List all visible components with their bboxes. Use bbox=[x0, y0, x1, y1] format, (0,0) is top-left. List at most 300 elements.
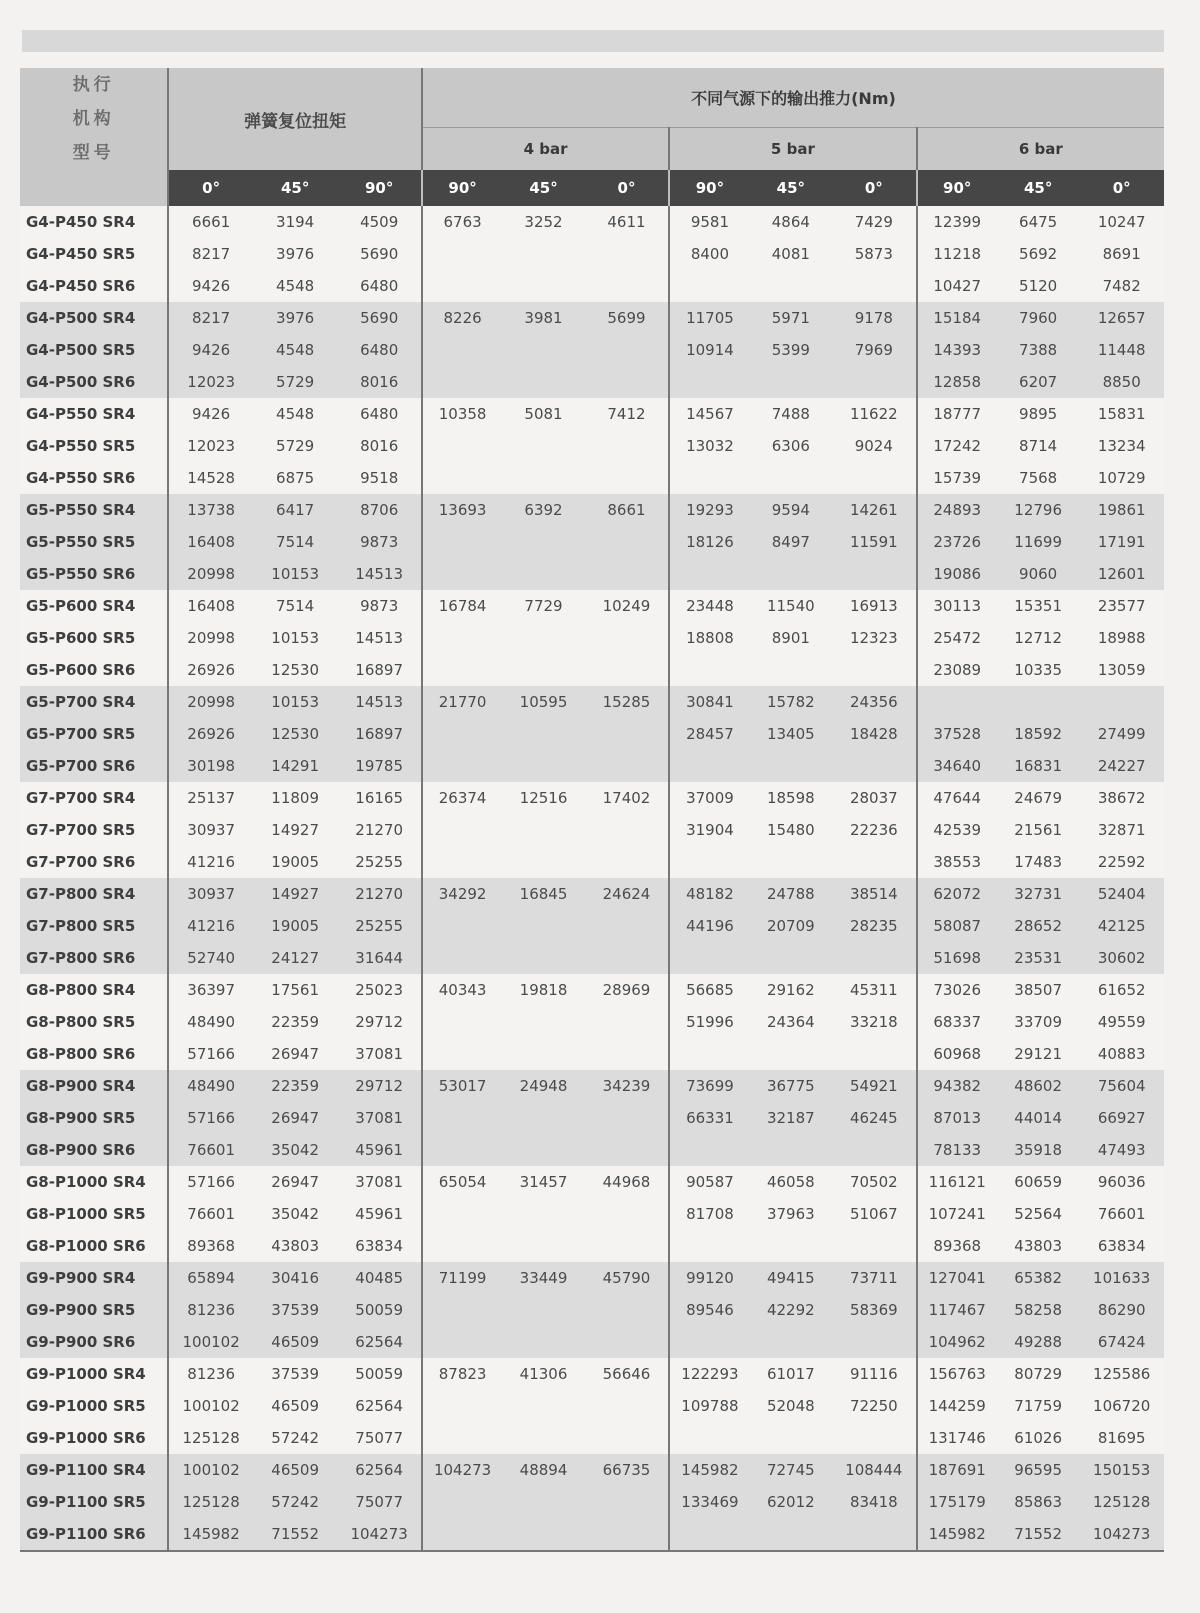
bar4-force-cell: 8226 bbox=[422, 302, 502, 334]
spring-torque-cell: 6480 bbox=[337, 398, 422, 430]
spring-angle-90: 90° bbox=[337, 170, 422, 206]
spring-torque-cell: 25137 bbox=[168, 782, 253, 814]
bar4-force-cell bbox=[422, 622, 502, 654]
bar4-force-cell: 4611 bbox=[585, 206, 670, 238]
model-cell: G9-P900 SR5 bbox=[20, 1294, 168, 1326]
bar5-force-cell: 42292 bbox=[750, 1294, 832, 1326]
bar6-force-cell: 30602 bbox=[1079, 942, 1164, 974]
model-cell: G9-P1100 SR4 bbox=[20, 1454, 168, 1486]
bar4-force-cell bbox=[422, 750, 502, 782]
bar4-force-cell bbox=[502, 1102, 584, 1134]
spring-torque-cell: 16165 bbox=[337, 782, 422, 814]
bar6-force-cell: 35918 bbox=[997, 1134, 1079, 1166]
bar6-force-cell: 10247 bbox=[1079, 206, 1164, 238]
bar4-force-cell bbox=[422, 942, 502, 974]
bar6-force-cell: 104273 bbox=[1079, 1518, 1164, 1551]
bar6-force-cell: 15831 bbox=[1079, 398, 1164, 430]
bar4-force-cell bbox=[502, 1294, 584, 1326]
bar6-force-cell: 47644 bbox=[917, 782, 997, 814]
bar5-force-cell: 58369 bbox=[832, 1294, 917, 1326]
bar5-force-cell: 73711 bbox=[832, 1262, 917, 1294]
bar6-force-cell: 62072 bbox=[917, 878, 997, 910]
bar5-force-cell: 83418 bbox=[832, 1486, 917, 1518]
table-row bbox=[20, 270, 1164, 302]
bar4-force-cell bbox=[422, 462, 502, 494]
table-row bbox=[20, 526, 1164, 558]
bar6-force-cell: 11448 bbox=[1079, 334, 1164, 366]
bar5-force-cell bbox=[669, 1326, 749, 1358]
spring-torque-cell: 4509 bbox=[337, 206, 422, 238]
bar5-force-cell: 23448 bbox=[669, 590, 749, 622]
bar5-force-cell bbox=[669, 270, 749, 302]
bar6-force-cell: 156763 bbox=[917, 1358, 997, 1390]
bar5-force-cell bbox=[750, 846, 832, 878]
bar6-force-cell: 27499 bbox=[1079, 718, 1164, 750]
table-row bbox=[20, 558, 1164, 590]
bar5-force-cell bbox=[750, 366, 832, 398]
bar6-force-cell: 67424 bbox=[1079, 1326, 1164, 1358]
bar6-force-cell: 22592 bbox=[1079, 846, 1164, 878]
bar4-force-cell bbox=[585, 910, 670, 942]
bar5-force-cell bbox=[669, 654, 749, 686]
bar6-force-cell: 80729 bbox=[997, 1358, 1079, 1390]
bar4-force-cell bbox=[502, 1518, 584, 1551]
bar5-force-cell: 9594 bbox=[750, 494, 832, 526]
spring-torque-cell: 22359 bbox=[253, 1006, 338, 1038]
bar5-force-cell: 28235 bbox=[832, 910, 917, 942]
bar4-force-cell bbox=[422, 654, 502, 686]
bar6-force-cell: 9895 bbox=[997, 398, 1079, 430]
bar4-force-cell: 15285 bbox=[585, 686, 670, 718]
bar5-force-cell: 46058 bbox=[750, 1166, 832, 1198]
bar4-force-cell bbox=[422, 718, 502, 750]
model-header-filler bbox=[20, 170, 168, 206]
bar4-force-cell bbox=[585, 1518, 670, 1551]
bar4-force-cell: 16845 bbox=[502, 878, 584, 910]
bar5-force-cell: 18598 bbox=[750, 782, 832, 814]
bar4-force-cell bbox=[502, 1134, 584, 1166]
torque-table bbox=[20, 68, 1164, 1552]
spring-torque-cell: 13738 bbox=[168, 494, 253, 526]
spring-torque-cell: 9426 bbox=[168, 398, 253, 430]
table-row bbox=[20, 686, 1164, 718]
spring-torque-cell: 14513 bbox=[337, 558, 422, 590]
bar4-force-cell bbox=[422, 366, 502, 398]
bar5-force-cell: 5873 bbox=[832, 238, 917, 270]
bar4-force-cell bbox=[502, 430, 584, 462]
bar5-force-cell bbox=[832, 654, 917, 686]
bar5-force-cell: 6306 bbox=[750, 430, 832, 462]
bar6-force-cell: 29121 bbox=[997, 1038, 1079, 1070]
spring-torque-cell: 19785 bbox=[337, 750, 422, 782]
spring-torque-cell: 30937 bbox=[168, 814, 253, 846]
bar4-force-cell bbox=[422, 1102, 502, 1134]
spring-torque-cell: 7514 bbox=[253, 590, 338, 622]
bar4-force-cell: 33449 bbox=[502, 1262, 584, 1294]
spring-torque-cell: 125128 bbox=[168, 1422, 253, 1454]
bar5-force-cell: 37963 bbox=[750, 1198, 832, 1230]
bar5-force-cell: 45311 bbox=[832, 974, 917, 1006]
bar4-force-cell bbox=[585, 1294, 670, 1326]
bar4-force-cell bbox=[585, 1198, 670, 1230]
spring-torque-header: 弹簧复位扭矩 bbox=[168, 68, 422, 170]
bar4-force-cell bbox=[422, 1486, 502, 1518]
bar5-force-cell: 4864 bbox=[750, 206, 832, 238]
spring-torque-cell: 4548 bbox=[253, 334, 338, 366]
bar6-force-cell: 65382 bbox=[997, 1262, 1079, 1294]
table-row bbox=[20, 782, 1164, 814]
spring-torque-cell: 20998 bbox=[168, 622, 253, 654]
bar4-force-cell bbox=[585, 462, 670, 494]
table-row bbox=[20, 846, 1164, 878]
spring-torque-cell: 40485 bbox=[337, 1262, 422, 1294]
bar5-force-cell bbox=[669, 366, 749, 398]
bar5-force-cell: 8497 bbox=[750, 526, 832, 558]
bar4-force-cell bbox=[502, 1006, 584, 1038]
bar6-force-cell: 19861 bbox=[1079, 494, 1164, 526]
bar-5-header: 5 bar bbox=[669, 127, 916, 170]
bar6-force-cell: 107241 bbox=[917, 1198, 997, 1230]
table-row bbox=[20, 462, 1164, 494]
bar4-force-cell bbox=[585, 1326, 670, 1358]
bar5-force-cell: 13032 bbox=[669, 430, 749, 462]
spring-torque-cell: 12530 bbox=[253, 718, 338, 750]
bar5-force-cell bbox=[669, 1422, 749, 1454]
bar5-force-cell: 11705 bbox=[669, 302, 749, 334]
bar5-force-cell bbox=[832, 462, 917, 494]
spring-torque-cell: 30198 bbox=[168, 750, 253, 782]
bar5-force-cell: 90587 bbox=[669, 1166, 749, 1198]
bar4-angle-0: 0° bbox=[585, 170, 670, 206]
model-cell: G7-P700 SR4 bbox=[20, 782, 168, 814]
spring-torque-cell: 9873 bbox=[337, 590, 422, 622]
spring-torque-cell: 14291 bbox=[253, 750, 338, 782]
bar6-force-cell: 18777 bbox=[917, 398, 997, 430]
spring-torque-cell: 71552 bbox=[253, 1518, 338, 1551]
bar6-force-cell: 10427 bbox=[917, 270, 997, 302]
bar4-force-cell bbox=[502, 366, 584, 398]
spring-torque-cell: 17561 bbox=[253, 974, 338, 1006]
spring-torque-cell: 62564 bbox=[337, 1390, 422, 1422]
table-row bbox=[20, 1134, 1164, 1166]
bar6-force-cell: 47493 bbox=[1079, 1134, 1164, 1166]
spring-torque-cell: 36397 bbox=[168, 974, 253, 1006]
model-cell: G5-P550 SR4 bbox=[20, 494, 168, 526]
model-cell: G9-P1100 SR5 bbox=[20, 1486, 168, 1518]
model-cell: G5-P600 SR6 bbox=[20, 654, 168, 686]
bar4-force-cell bbox=[422, 526, 502, 558]
table-row bbox=[20, 206, 1164, 238]
bar6-force-cell: 37528 bbox=[917, 718, 997, 750]
bar4-force-cell: 6763 bbox=[422, 206, 502, 238]
spring-torque-cell: 46509 bbox=[253, 1454, 338, 1486]
bar6-force-cell: 101633 bbox=[1079, 1262, 1164, 1294]
bar4-force-cell bbox=[585, 526, 670, 558]
model-cell: G9-P1000 SR6 bbox=[20, 1422, 168, 1454]
bar4-force-cell bbox=[502, 654, 584, 686]
spring-torque-cell: 20998 bbox=[168, 686, 253, 718]
bar6-force-cell: 96036 bbox=[1079, 1166, 1164, 1198]
spring-torque-cell: 30937 bbox=[168, 878, 253, 910]
model-cell: G5-P700 SR5 bbox=[20, 718, 168, 750]
bar5-force-cell: 18808 bbox=[669, 622, 749, 654]
bar6-force-cell: 175179 bbox=[917, 1486, 997, 1518]
bar5-force-cell: 24356 bbox=[832, 686, 917, 718]
model-cell: G4-P500 SR4 bbox=[20, 302, 168, 334]
table-row bbox=[20, 1198, 1164, 1230]
bar-6-header: 6 bar bbox=[917, 127, 1164, 170]
bar4-force-cell bbox=[502, 1198, 584, 1230]
bar5-force-cell: 61017 bbox=[750, 1358, 832, 1390]
bar6-force-cell: 6207 bbox=[997, 366, 1079, 398]
bar5-force-cell bbox=[750, 1518, 832, 1551]
bar4-force-cell bbox=[585, 1038, 670, 1070]
bar6-force-cell: 85863 bbox=[997, 1486, 1079, 1518]
bar5-force-cell bbox=[669, 1134, 749, 1166]
spring-torque-cell: 37539 bbox=[253, 1358, 338, 1390]
bar5-force-cell: 24788 bbox=[750, 878, 832, 910]
bar5-force-cell bbox=[832, 942, 917, 974]
bar5-force-cell: 70502 bbox=[832, 1166, 917, 1198]
bar6-force-cell: 131746 bbox=[917, 1422, 997, 1454]
bar5-force-cell: 72250 bbox=[832, 1390, 917, 1422]
model-cell: G7-P700 SR5 bbox=[20, 814, 168, 846]
bar4-force-cell bbox=[502, 558, 584, 590]
bar5-force-cell: 13405 bbox=[750, 718, 832, 750]
table-row bbox=[20, 1454, 1164, 1486]
model-cell: G9-P900 SR6 bbox=[20, 1326, 168, 1358]
bar6-force-cell: 49288 bbox=[997, 1326, 1079, 1358]
spring-torque-cell: 57242 bbox=[253, 1486, 338, 1518]
model-cell: G8-P900 SR6 bbox=[20, 1134, 168, 1166]
bar5-force-cell: 108444 bbox=[832, 1454, 917, 1486]
bar4-force-cell: 7412 bbox=[585, 398, 670, 430]
bar6-force-cell: 60968 bbox=[917, 1038, 997, 1070]
bar4-force-cell: 28969 bbox=[585, 974, 670, 1006]
spring-angle-0: 0° bbox=[168, 170, 253, 206]
spring-torque-cell: 65894 bbox=[168, 1262, 253, 1294]
spring-torque-cell: 104273 bbox=[337, 1518, 422, 1551]
bar4-force-cell: 16784 bbox=[422, 590, 502, 622]
bar4-force-cell: 65054 bbox=[422, 1166, 502, 1198]
bar4-force-cell bbox=[422, 1134, 502, 1166]
spring-torque-cell: 14927 bbox=[253, 878, 338, 910]
model-cell: G9-P1000 SR5 bbox=[20, 1390, 168, 1422]
table-row bbox=[20, 494, 1164, 526]
bar5-force-cell: 14261 bbox=[832, 494, 917, 526]
bar4-force-cell bbox=[422, 846, 502, 878]
bar6-force-cell: 44014 bbox=[997, 1102, 1079, 1134]
bar4-force-cell: 44968 bbox=[585, 1166, 670, 1198]
bar6-force-cell bbox=[917, 686, 997, 718]
model-cell: G8-P900 SR4 bbox=[20, 1070, 168, 1102]
bar4-force-cell: 10358 bbox=[422, 398, 502, 430]
spring-torque-cell: 75077 bbox=[337, 1486, 422, 1518]
bar5-force-cell: 51067 bbox=[832, 1198, 917, 1230]
bar6-force-cell: 16831 bbox=[997, 750, 1079, 782]
bar5-force-cell: 133469 bbox=[669, 1486, 749, 1518]
bar6-force-cell: 104962 bbox=[917, 1326, 997, 1358]
bar5-force-cell bbox=[750, 462, 832, 494]
table-row bbox=[20, 1518, 1164, 1551]
spring-torque-cell: 5690 bbox=[337, 238, 422, 270]
bar5-force-cell: 24364 bbox=[750, 1006, 832, 1038]
table-row bbox=[20, 334, 1164, 366]
bar4-force-cell bbox=[502, 462, 584, 494]
model-cell: G7-P700 SR6 bbox=[20, 846, 168, 878]
spring-torque-cell: 37081 bbox=[337, 1166, 422, 1198]
bar4-force-cell: 5081 bbox=[502, 398, 584, 430]
bar6-force-cell: 87013 bbox=[917, 1102, 997, 1134]
bar4-force-cell bbox=[585, 334, 670, 366]
bar5-force-cell bbox=[669, 942, 749, 974]
bar4-force-cell: 3981 bbox=[502, 302, 584, 334]
bar5-force-cell: 122293 bbox=[669, 1358, 749, 1390]
model-cell: G4-P500 SR6 bbox=[20, 366, 168, 398]
bar4-force-cell bbox=[502, 910, 584, 942]
bar6-force-cell: 13059 bbox=[1079, 654, 1164, 686]
bar4-force-cell bbox=[585, 942, 670, 974]
bar6-angle-45: 45° bbox=[997, 170, 1079, 206]
spring-torque-cell: 14927 bbox=[253, 814, 338, 846]
bar5-force-cell bbox=[832, 846, 917, 878]
model-cell: G4-P550 SR4 bbox=[20, 398, 168, 430]
spring-torque-cell: 25255 bbox=[337, 910, 422, 942]
bar5-force-cell: 15782 bbox=[750, 686, 832, 718]
bar5-force-cell: 8400 bbox=[669, 238, 749, 270]
table-row bbox=[20, 750, 1164, 782]
spring-torque-cell: 16408 bbox=[168, 590, 253, 622]
spring-torque-cell: 35042 bbox=[253, 1134, 338, 1166]
bar4-force-cell: 19818 bbox=[502, 974, 584, 1006]
bar4-force-cell bbox=[585, 718, 670, 750]
model-cell: G7-P800 SR6 bbox=[20, 942, 168, 974]
spring-torque-cell: 81236 bbox=[168, 1294, 253, 1326]
bar4-force-cell bbox=[422, 238, 502, 270]
spring-torque-cell: 26947 bbox=[253, 1102, 338, 1134]
spring-torque-cell: 89368 bbox=[168, 1230, 253, 1262]
model-label-line-1: 执行 bbox=[72, 75, 115, 95]
model-cell: G7-P800 SR5 bbox=[20, 910, 168, 942]
bar5-force-cell: 29162 bbox=[750, 974, 832, 1006]
bar4-force-cell bbox=[422, 558, 502, 590]
bar6-force-cell: 125128 bbox=[1079, 1486, 1164, 1518]
bar5-force-cell: 54921 bbox=[832, 1070, 917, 1102]
bar4-force-cell bbox=[585, 1390, 670, 1422]
bar6-force-cell: 32731 bbox=[997, 878, 1079, 910]
bar6-force-cell: 63834 bbox=[1079, 1230, 1164, 1262]
table-body bbox=[20, 206, 1164, 1551]
spring-torque-cell: 41216 bbox=[168, 846, 253, 878]
bar5-force-cell: 11622 bbox=[832, 398, 917, 430]
bar6-force-cell: 11218 bbox=[917, 238, 997, 270]
bar6-force-cell: 73026 bbox=[917, 974, 997, 1006]
bar4-force-cell bbox=[585, 1230, 670, 1262]
spring-torque-cell: 8217 bbox=[168, 238, 253, 270]
spring-torque-cell: 81236 bbox=[168, 1358, 253, 1390]
bar5-force-cell: 36775 bbox=[750, 1070, 832, 1102]
table-row bbox=[20, 1038, 1164, 1070]
bar6-force-cell: 18988 bbox=[1079, 622, 1164, 654]
bar4-force-cell bbox=[585, 846, 670, 878]
top-decorative-bar bbox=[22, 30, 1164, 52]
table-row bbox=[20, 814, 1164, 846]
bar5-force-cell: 62012 bbox=[750, 1486, 832, 1518]
spring-torque-cell: 9873 bbox=[337, 526, 422, 558]
bar6-force-cell: 7960 bbox=[997, 302, 1079, 334]
table-row bbox=[20, 654, 1164, 686]
model-column-header bbox=[20, 68, 168, 170]
table-row bbox=[20, 718, 1164, 750]
bar4-force-cell bbox=[502, 1486, 584, 1518]
bar5-force-cell: 11591 bbox=[832, 526, 917, 558]
spring-torque-cell: 6480 bbox=[337, 334, 422, 366]
bar5-force-cell: 7969 bbox=[832, 334, 917, 366]
bar4-force-cell: 13693 bbox=[422, 494, 502, 526]
bar4-force-cell bbox=[585, 1102, 670, 1134]
table-row bbox=[20, 398, 1164, 430]
model-cell: G4-P500 SR5 bbox=[20, 334, 168, 366]
spring-torque-cell: 37081 bbox=[337, 1102, 422, 1134]
spring-torque-cell: 62564 bbox=[337, 1454, 422, 1486]
bar5-force-cell: 89546 bbox=[669, 1294, 749, 1326]
model-cell: G5-P600 SR4 bbox=[20, 590, 168, 622]
bar4-force-cell: 56646 bbox=[585, 1358, 670, 1390]
spring-torque-cell: 16897 bbox=[337, 654, 422, 686]
model-label-line-3: 型号 bbox=[72, 143, 115, 163]
bar4-force-cell bbox=[422, 1390, 502, 1422]
bar6-force-cell: 12657 bbox=[1079, 302, 1164, 334]
bar4-force-cell bbox=[422, 1518, 502, 1551]
bar5-force-cell: 30841 bbox=[669, 686, 749, 718]
table-row bbox=[20, 366, 1164, 398]
bar5-force-cell: 7429 bbox=[832, 206, 917, 238]
bar6-force-cell: 23577 bbox=[1079, 590, 1164, 622]
bar4-force-cell bbox=[422, 1294, 502, 1326]
bar4-force-cell: 3252 bbox=[502, 206, 584, 238]
model-label-line-2: 机构 bbox=[72, 109, 115, 129]
spring-torque-cell: 6875 bbox=[253, 462, 338, 494]
spring-torque-cell: 100102 bbox=[168, 1390, 253, 1422]
bar4-force-cell bbox=[422, 1038, 502, 1070]
bar6-force-cell: 15184 bbox=[917, 302, 997, 334]
bar4-force-cell bbox=[585, 622, 670, 654]
bar4-force-cell bbox=[502, 1422, 584, 1454]
bar6-force-cell: 24227 bbox=[1079, 750, 1164, 782]
spring-torque-cell: 35042 bbox=[253, 1198, 338, 1230]
bar5-force-cell: 5399 bbox=[750, 334, 832, 366]
model-cell: G4-P550 SR6 bbox=[20, 462, 168, 494]
bar5-force-cell: 99120 bbox=[669, 1262, 749, 1294]
bar6-force-cell: 9060 bbox=[997, 558, 1079, 590]
spring-torque-cell: 10153 bbox=[253, 558, 338, 590]
spring-torque-cell: 3976 bbox=[253, 302, 338, 334]
bar6-force-cell: 48602 bbox=[997, 1070, 1079, 1102]
spring-torque-cell: 26926 bbox=[168, 718, 253, 750]
bar4-force-cell: 10249 bbox=[585, 590, 670, 622]
bar4-force-cell: 87823 bbox=[422, 1358, 502, 1390]
spring-torque-cell: 26926 bbox=[168, 654, 253, 686]
spring-torque-cell: 16897 bbox=[337, 718, 422, 750]
bar4-angle-90: 90° bbox=[422, 170, 502, 206]
bar4-force-cell bbox=[422, 1198, 502, 1230]
bar4-angle-45: 45° bbox=[502, 170, 584, 206]
bar5-force-cell bbox=[832, 366, 917, 398]
bar6-force-cell: 75604 bbox=[1079, 1070, 1164, 1102]
table-row bbox=[20, 1006, 1164, 1038]
bar6-force-cell: 33709 bbox=[997, 1006, 1079, 1038]
bar5-force-cell bbox=[832, 1230, 917, 1262]
